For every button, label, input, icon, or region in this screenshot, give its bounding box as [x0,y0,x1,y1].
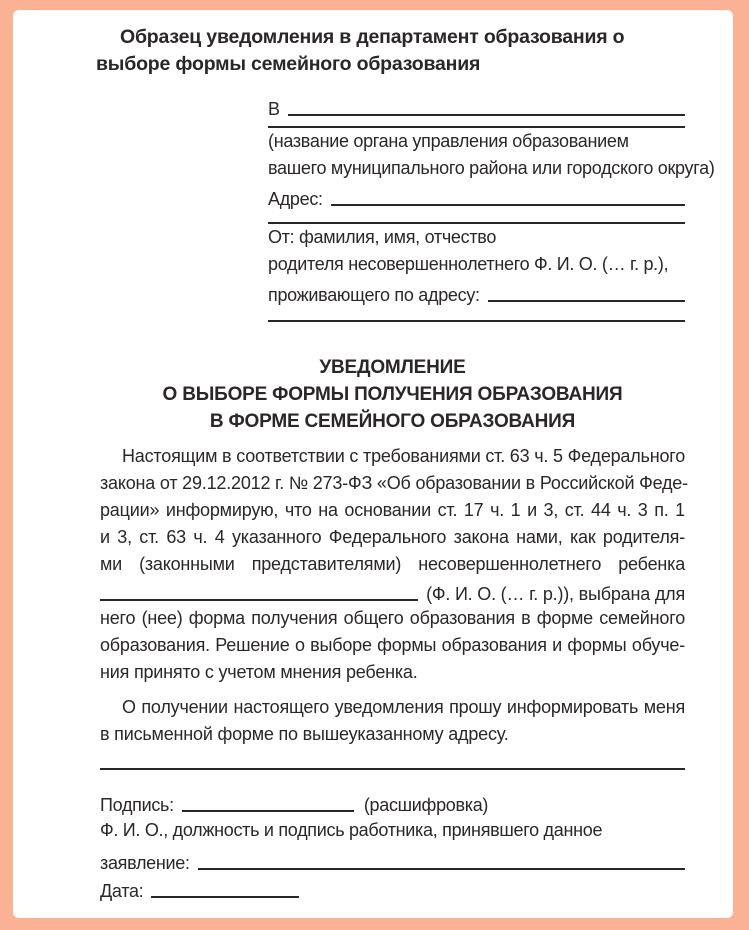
from-line-1: От: фамилия, имя, отчество [268,227,497,247]
recipient-name-blank-line-2 [268,120,685,128]
clerk-statement-row [100,845,685,874]
child-name-blank-line [100,599,418,601]
text-line: О получении настоящего уведомления прошу информировать меня [122,697,685,717]
residence-label: проживающего по адресу: [268,285,480,305]
address-blank-line [331,204,685,206]
text-line: образования. Решение о выборе формы образования и формы обуче- [100,635,685,655]
document-title: Образец уведомления в департамент образования о выборе формы семейного образования [96,26,625,75]
from-line-2: родителя несовершеннолетнего Ф. И. О. (… г. р.), [268,254,669,274]
address-label: Адрес: [268,189,323,209]
document-page [13,10,733,918]
org-hint-line-1: (название органа управления образованием [268,131,629,151]
text-line: рации» информирую, что на основании ст. 17 ч. 1 и 3, ст. 44 ч. 3 п. 1 [100,500,685,520]
notice-heading-line-1: УВЕДОМЛЕНИЕ [319,357,466,378]
statement-label: заявление: [100,853,190,873]
signature-block [100,786,685,902]
residence-blank-line [488,300,685,302]
clerk-line-1: Ф. И. О., должность и подпись работника, принявшего данное [100,820,603,840]
signature-label: Подпись: [100,795,174,815]
org-hint-line-2: вашего муниципального района или городского округа) [268,158,715,178]
text-line: в письменной форме по вышеуказанному адресу. [100,724,509,744]
notice-heading [100,354,685,435]
text-line: закона от 29.12.2012 г. № 273-ФЗ «Об образовании в Российской Феде- [100,473,688,493]
statement-blank-line [198,868,685,870]
recipient-name-blank-line [288,114,685,116]
address-row [268,182,685,210]
residence-row [268,278,685,306]
body-paragraph-1 [100,443,688,686]
text-line: Настоящим в соответствии с требованиями ст. 63 ч. 5 Федерального [122,446,686,466]
notice-heading-line-3: В ФОРМЕ СЕМЕЙНОГО ОБРАЗОВАНИЯ [209,411,576,432]
signature-blank-line [182,810,354,812]
date-blank-line [151,896,299,898]
text-line: него (нее) форма получения общего образования в форме семейного [100,608,685,628]
signature-row [100,786,685,816]
recipient-to-row [268,92,685,120]
signature-suffix: (расшифровка) [363,795,489,815]
text-line: ми (законными представителями) несовершеннолетнего ребенка [100,554,685,574]
body-paragraph-2 [100,694,685,748]
notice-heading-line-2: О ВЫБОРЕ ФОРМЫ ПОЛУЧЕНИЯ ОБРАЗОВАНИЯ [162,384,623,405]
text-line: ния принято с учетом мнения ребенка. [100,662,418,682]
recipient-block [268,92,715,322]
separator-line [100,768,685,770]
child-name-blank-row [100,578,685,605]
to-label: В [268,99,280,119]
date-label: Дата: [100,881,144,901]
text-line: (Ф. И. О. (… г. р.)), выбрана для [426,584,685,604]
text-line: и 3, ст. 63 ч. 4 указанного Федерального закона нами, как родителя- [100,527,685,547]
residence-blank-line-2 [268,306,685,322]
date-row [100,874,685,902]
address-blank-line-2 [268,210,685,224]
